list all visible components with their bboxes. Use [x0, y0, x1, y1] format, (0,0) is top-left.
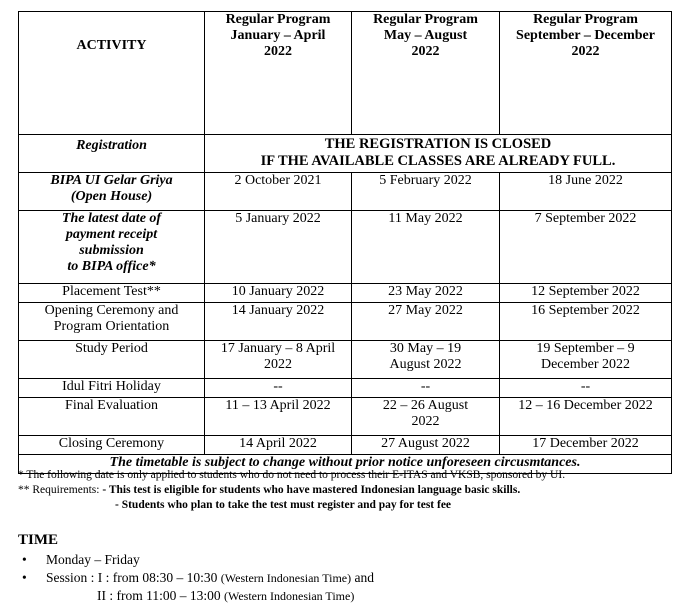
- closed-line-1: THE REGISTRATION IS CLOSED: [324, 136, 552, 152]
- header-may-aug: Regular Program May – August 2022: [352, 12, 500, 135]
- cell-jan: 14 January 2022: [205, 303, 352, 341]
- bullet-icon: •: [22, 552, 27, 567]
- time-section-title: TIME: [18, 532, 59, 548]
- cell-may: 11 May 2022: [352, 211, 500, 284]
- cell-jan: 14 April 2022: [205, 436, 352, 455]
- cell-sep: 18 June 2022: [500, 173, 672, 211]
- cell-jan: 11 – 13 April 2022: [205, 398, 352, 436]
- cell-sep: 17 December 2022: [500, 436, 672, 455]
- cell-may: 5 February 2022: [352, 173, 500, 211]
- header-sep-dec: Regular Program September – December 2022: [500, 12, 672, 135]
- requirements-label: ** Requirements:: [18, 484, 103, 496]
- session-1-timezone: (Western Indonesian Time): [220, 571, 352, 585]
- schedule-table: [18, 11, 672, 474]
- table-row: [19, 303, 672, 341]
- footnotes: [18, 468, 678, 513]
- cell-may: 30 May – 19 August 2022: [352, 341, 500, 379]
- session-1-suffix: and: [351, 570, 374, 585]
- registration-closed-notice: [205, 135, 672, 173]
- table-row: [19, 341, 672, 379]
- activity-idul-fitri: Idul Fitri Holiday: [19, 379, 205, 398]
- days-text: Monday – Friday: [46, 552, 140, 567]
- activity-payment-receipt: The latest date of payment receipt submission to BIPA office*: [19, 211, 205, 284]
- cell-sep: 7 September 2022: [500, 211, 672, 284]
- cell-may: --: [352, 379, 500, 398]
- closed-line-2: IF THE AVAILABLE CLASSES ARE ALREADY FULL.: [260, 153, 616, 169]
- activity-opening-ceremony: Opening Ceremony and Program Orientation: [19, 303, 205, 341]
- session-2-text: II : from 11:00 – 13:00: [97, 588, 224, 603]
- list-item: [18, 587, 374, 605]
- timetable-change-note: The timetable is subject to change without prior notice unforeseen circusmtances.: [19, 455, 672, 474]
- time-list: [18, 551, 374, 605]
- cell-jan: 5 January 2022: [205, 211, 352, 284]
- cell-jan: 17 January – 8 April 2022: [205, 341, 352, 379]
- table-row: [19, 436, 672, 455]
- activity-closing-ceremony: Closing Ceremony: [19, 436, 205, 455]
- cell-jan: 10 January 2022: [205, 284, 352, 303]
- table-row: [19, 398, 672, 436]
- cell-may: 22 – 26 August 2022: [352, 398, 500, 436]
- activity-study-period: Study Period: [19, 341, 205, 379]
- registration-label: Registration: [19, 135, 205, 173]
- cell-sep: 12 – 16 December 2022: [500, 398, 672, 436]
- cell-sep: 12 September 2022: [500, 284, 672, 303]
- header-row: [19, 12, 672, 135]
- list-item: [18, 569, 374, 587]
- requirements-line-1: [18, 483, 678, 498]
- header-activity: ACTIVITY: [19, 12, 205, 135]
- header-jan-apr: Regular Program January – April 2022: [205, 12, 352, 135]
- session-2-timezone: (Western Indonesian Time): [223, 589, 355, 603]
- registration-row: [19, 135, 672, 173]
- asterisk-note: * The following date is only applied to students who do not need to process their E-ITAS and VKSB, sponsored by UI.: [18, 469, 566, 481]
- table-row: [19, 211, 672, 284]
- bullet-icon: •: [22, 570, 27, 585]
- cell-may: 27 May 2022: [352, 303, 500, 341]
- requirement-2: - Students who plan to take the test must register and pay for test fee: [115, 499, 452, 511]
- list-item: [18, 551, 374, 569]
- table-row: [19, 284, 672, 303]
- table-row: [19, 173, 672, 211]
- requirement-1: - This test is eligible for students who have mastered Indonesian language basic skills.: [102, 484, 521, 496]
- table-row: [19, 379, 672, 398]
- cell-jan: --: [205, 379, 352, 398]
- cell-sep: 19 September – 9 December 2022: [500, 341, 672, 379]
- activity-open-house: BIPA UI Gelar Griya (Open House): [19, 173, 205, 211]
- cell-jan: 2 October 2021: [205, 173, 352, 211]
- cell-may: 23 May 2022: [352, 284, 500, 303]
- activity-final-evaluation: Final Evaluation: [19, 398, 205, 436]
- cell-sep: --: [500, 379, 672, 398]
- session-1-text: Session : I : from 08:30 – 10:30: [46, 570, 221, 585]
- cell-sep: 16 September 2022: [500, 303, 672, 341]
- activity-placement-test: Placement Test**: [19, 284, 205, 303]
- cell-may: 27 August 2022: [352, 436, 500, 455]
